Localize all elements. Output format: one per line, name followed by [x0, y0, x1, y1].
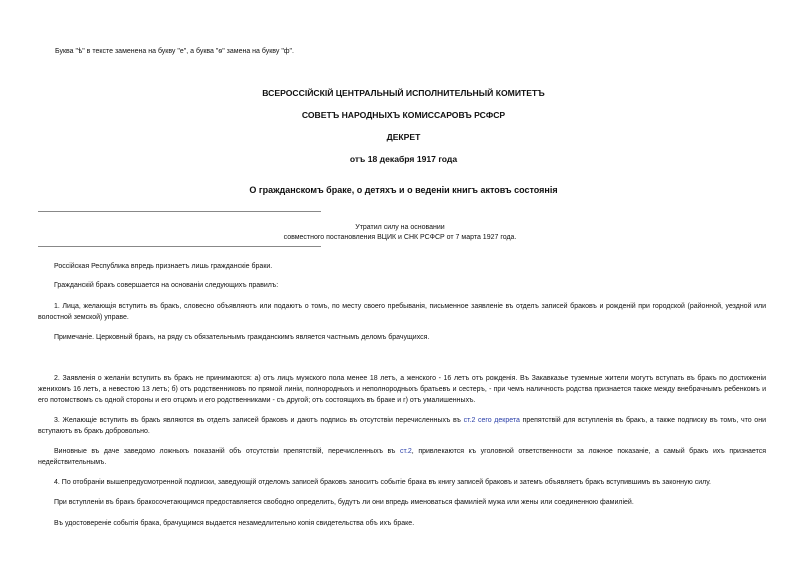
paragraph-civil-marriage-only: Россійская Республика впредь признаетъ лишь гражданскіе браки. — [54, 263, 273, 270]
paragraph-article-1: 1. Лица, желающія вступить въ бракъ, словесно объявляютъ или подаютъ о томъ, по месту своего пребыванія, письменное заявленіе въ отделъ записей браковъ и рожденій при городской (районной, уездной или волостной земской) управе. — [38, 303, 766, 321]
issuer-line-1: ВСЕРОССІЙСКІЙ ЦЕНТРАЛЬНЫЙ ИСПОЛНИТЕЛЬНЫЙ КОМИТЕТЪ — [262, 88, 545, 98]
paragraph-article-3 — [38, 415, 766, 437]
lost-force-line-2: совместного постановления ВЦИК и СНК РСФСР от 7 марта 1927 года. — [283, 234, 517, 241]
divider-bottom — [38, 246, 321, 247]
article-2-link[interactable]: ст.2 сего декрета — [463, 417, 520, 424]
lost-force-line-1: Утратил силу на основании — [355, 224, 445, 231]
paragraph-surname-choice: При вступленіи въ бракъ бракосочетающимся предоставляется свободно определить, будутъ ли они впредь именоваться фамиліей мужа или жены или соединенною фамиліей. — [54, 499, 634, 506]
divider-top — [38, 211, 321, 212]
false-statements-text-end: , привлекаются къ уголовной ответственности за ложное показаніе, а самый бракъ ихъ признается недействительнымъ. — [38, 448, 767, 466]
paragraph-article-2: 2. Заявленія о желаніи вступить въ бракъ не принимаются: а) отъ лицъ мужского пола менее 18 летъ, а женского - 16 летъ отъ рожденія. Въ Закавказье туземные жители могутъ вступать въ бракъ по достиженіи женихомъ 16 летъ, а невестою 13 летъ; б) отъ родственниковъ по прямой линіи, полнородныхъ и неполнородныхъ братьевъ и сестеръ, - при чемъ наличность родства признается также между внебрачнымъ ребенкомъ и его потомствомъ съ одной стороны и его отцомъ и его родственниками - съ другой; отъ состоящихъ въ браке и г) отъ умалишенныхъ. — [38, 375, 766, 404]
document-date: отъ 18 декабря 1917 года — [349, 154, 458, 164]
document-type: ДЕКРЕТ — [386, 132, 421, 142]
article-2-short-link[interactable]: ст.2 — [400, 448, 412, 455]
article-3-text-end: препятствій для вступленія въ бракъ, а также подписку въ томъ, что они вступаютъ въ бракъ добровольно. — [38, 417, 766, 435]
orthography-note: Буква "ѣ" в тексте заменена на букву "е", а буква "ѳ" замена на букву "ф". — [55, 48, 294, 55]
false-statements-text-start: Виновные въ даче заведомо ложныхъ показаній объ отсутствіи препятствій, перечисленныхъ въ — [54, 448, 401, 455]
document-title: О гражданскомъ браке, о детяхъ и о веденіи книгъ актовъ состоянія — [249, 185, 558, 195]
paragraph-rules-intro: Гражданскій бракъ совершается на основаніи следующихъ правилъ: — [54, 282, 279, 289]
paragraph-note-church-marriage: Примечаніе. Церковный бракъ, на ряду съ обязательнымъ гражданскимъ является частнымъ деломъ брачущихся. — [54, 334, 430, 341]
issuer-line-2: СОВЕТЪ НАРОДНЫХЪ КОМИССАРОВЪ РСФСР — [301, 110, 506, 120]
paragraph-certificate-copy: Въ удостовереніе событія брака, брачущимся выдается незамедлительно копія свидетельства объ ихъ браке. — [54, 520, 415, 527]
paragraph-false-statements — [38, 446, 766, 468]
article-3-text-start: 3. Желающіе вступить въ бракъ являются въ отделъ записей браковъ и даютъ подпись въ отсутствіи перечисленныхъ въ — [54, 417, 464, 424]
paragraph-article-4: 4. По отобраніи вышепредусмотренной подписки, заведующій отделомъ записей браковъ заноситъ событіе брака въ книгу записей браковъ и затемъ объявляетъ бракъ вступившимъ въ законную силу. — [54, 479, 711, 486]
